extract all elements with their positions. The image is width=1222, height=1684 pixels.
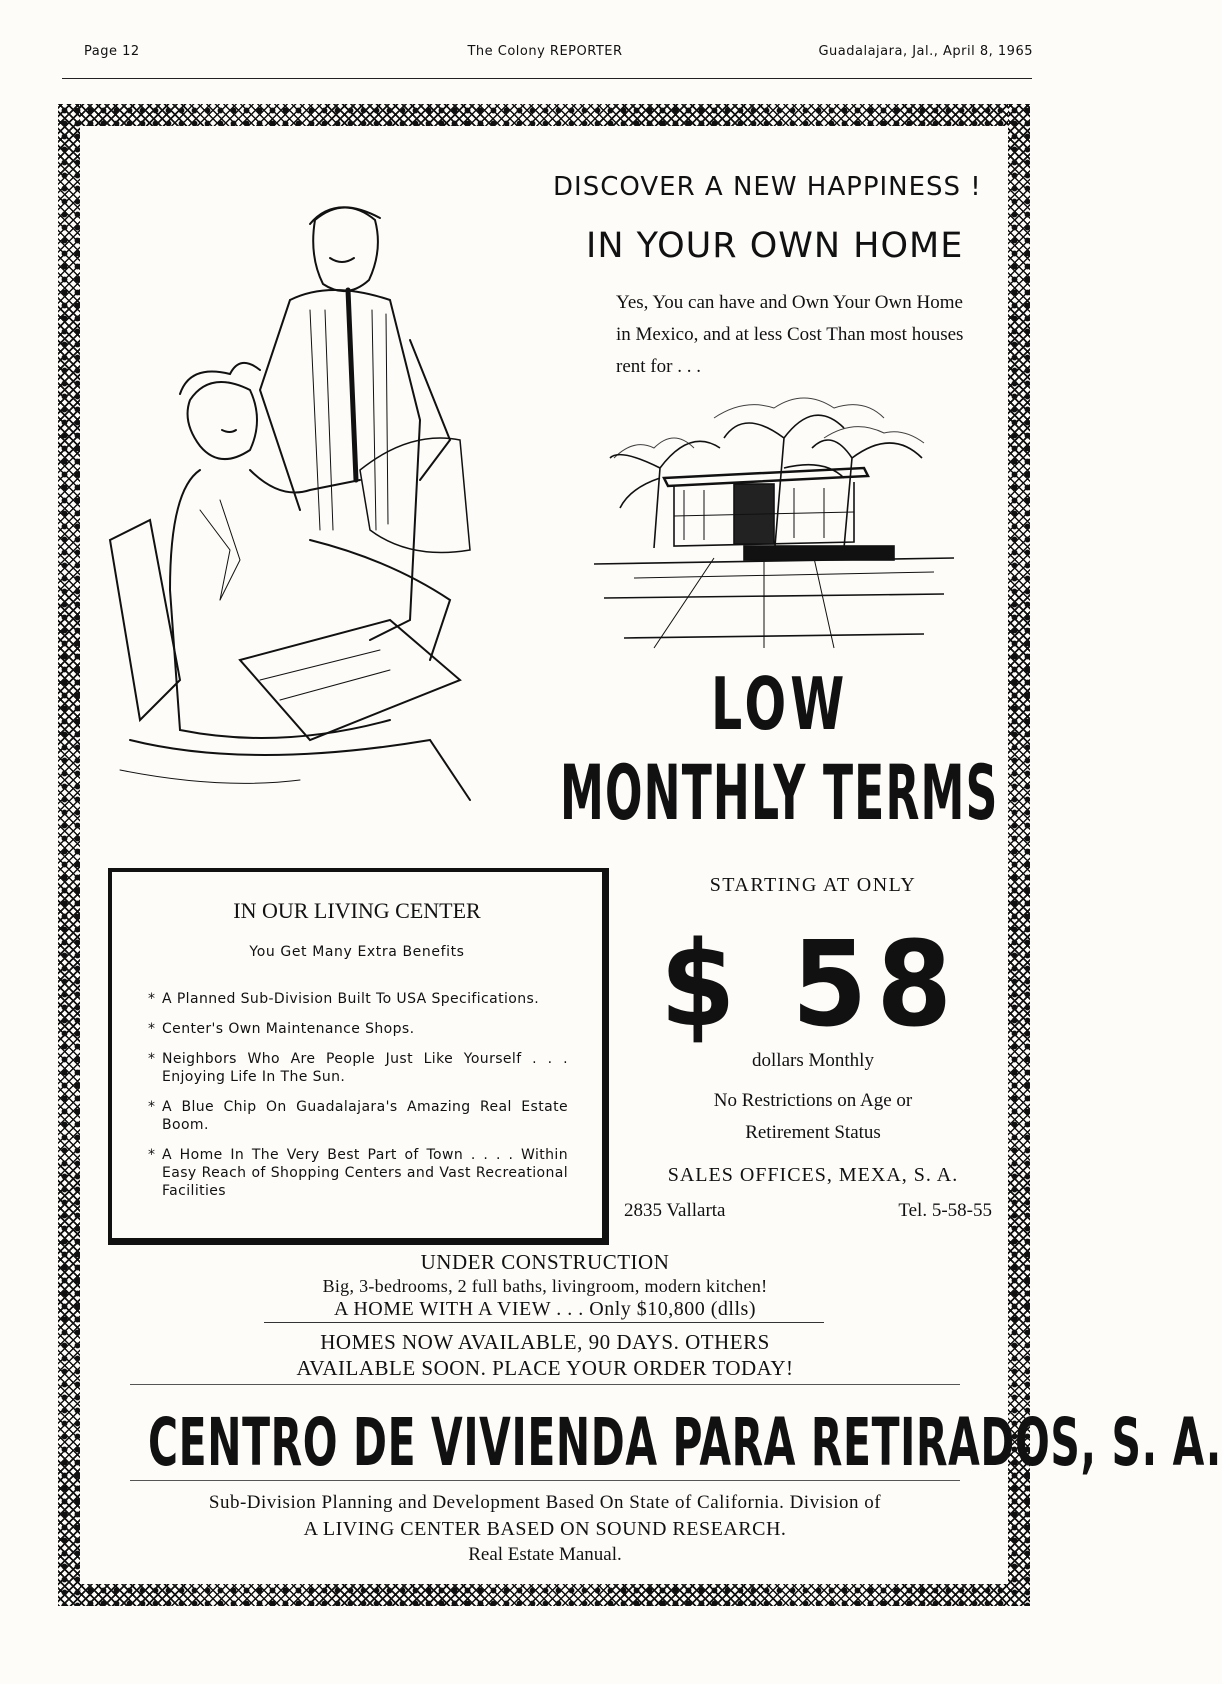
living-center-subtitle: You Get Many Extra Benefits (249, 944, 465, 960)
sales-telephone: Tel. 5-58-55 (898, 1200, 992, 1221)
footer-line-3: Real Estate Manual. (468, 1544, 622, 1565)
list-item: * Neighbors Who Are People Just Like Yourself . . . Enjoying Life In The Sun. (148, 1050, 568, 1086)
restrictions-line-2: Retirement Status (745, 1122, 881, 1143)
ornamental-border-bottom (58, 1584, 1030, 1606)
list-item: * A Planned Sub-Division Built To USA Specifications. (148, 990, 568, 1008)
intro-text: Yes, You can have and Own Your Own Home in Mexico, and at less Cost Than most houses rent for . . . (616, 292, 964, 377)
starting-at-only: STARTING AT ONLY (709, 874, 917, 896)
list-item: * A Blue Chip On Guadalajara's Amazing Real Estate Boom. (148, 1098, 568, 1134)
price-58: $ 58 (660, 915, 962, 1053)
headline-monthly-terms: MONTHLY TERMS (560, 748, 999, 837)
footer-line-1: Sub-Division Planning and Development Based On State of California. Division of (208, 1492, 882, 1513)
footer-line-2: A LIVING CENTER BASED ON SOUND RESEARCH. (303, 1518, 787, 1540)
benefits-list (148, 990, 568, 1212)
ornamental-border-top (58, 104, 1030, 126)
sales-address: 2835 Vallarta (624, 1200, 726, 1221)
list-item: * A Home In The Very Best Part of Town . . . . Within Easy Reach of Shopping Centers and Vast Recreational Facilities (148, 1146, 568, 1200)
dateline: Guadalajara, Jal., April 8, 1965 (818, 44, 1033, 59)
headline-discover: DISCOVER A NEW HAPPINESS ! (553, 172, 982, 202)
sales-offices: SALES OFFICES, MEXA, S. A. (667, 1164, 959, 1186)
couple-illustration (110, 180, 550, 840)
dollars-monthly: dollars Monthly (752, 1050, 874, 1071)
living-center-title: IN OUR LIVING CENTER (233, 898, 481, 923)
page-number: Page 12 (84, 44, 140, 59)
headline-own-home: IN YOUR OWN HOME (586, 226, 964, 266)
living-center-box (108, 868, 609, 1245)
under-construction: UNDER CONSTRUCTION (420, 1250, 670, 1274)
divider-rule (264, 1322, 824, 1323)
newspaper-title: The Colony REPORTER (467, 44, 623, 59)
list-item: * Center's Own Maintenance Shops. (148, 1020, 568, 1038)
company-name: CENTRO DE VIVIENDA PARA RETIRADOS, S. A. (148, 1404, 1222, 1481)
headline-low: LOW (711, 662, 849, 746)
header-rule (62, 78, 1032, 79)
home-details: Big, 3-bedrooms, 2 full baths, livingroom, modern kitchen! (322, 1276, 768, 1296)
divider-rule (130, 1480, 960, 1481)
availability-line-1: HOMES NOW AVAILABLE, 90 DAYS. OTHERS (320, 1330, 770, 1354)
divider-rule (130, 1384, 960, 1385)
restrictions-line-1: No Restrictions on Age or (713, 1090, 913, 1111)
availability-line-2: AVAILABLE SOON. PLACE YOUR ORDER TODAY! (296, 1356, 794, 1380)
house-illustration (594, 398, 954, 652)
home-with-view: A HOME WITH A VIEW . . . Only $10,800 (dlls) (334, 1298, 756, 1320)
